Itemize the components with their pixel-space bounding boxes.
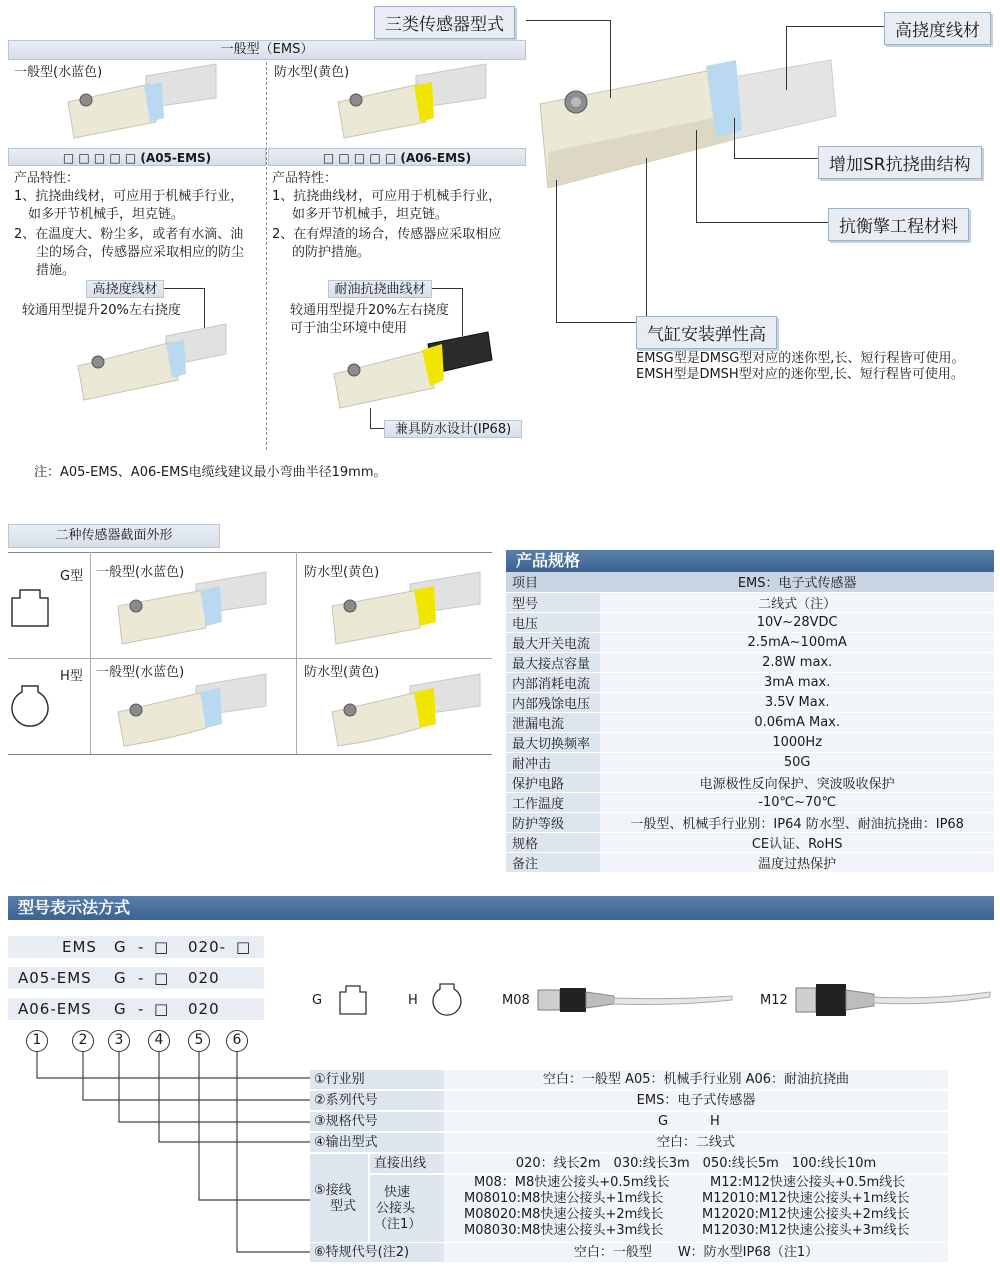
exp-r5a-key: 直接出线 bbox=[370, 1154, 444, 1173]
exp-r2-key: ②系列代号 bbox=[310, 1091, 444, 1110]
callout-leader bbox=[610, 20, 611, 98]
spec-value: 50G bbox=[600, 752, 994, 772]
spec-value: 1000Hz bbox=[600, 732, 994, 752]
g-normal-sensor bbox=[116, 570, 276, 646]
code-circle-1: 1 bbox=[26, 1030, 48, 1052]
spec-key: 耐冲击 bbox=[506, 752, 600, 772]
spec-key: 型号 bbox=[506, 592, 600, 612]
exp-r3-g: G bbox=[658, 1114, 669, 1129]
exp-r5b-key-1: 快速 bbox=[384, 1185, 411, 1200]
shapes-top-border bbox=[8, 552, 492, 553]
oil-flex-desc-1: 较通用型提升20%左右挠度 bbox=[290, 303, 449, 318]
callout-cylinder-mount: 气缸安装弹性高 bbox=[636, 316, 777, 349]
spec-key: 保护电路 bbox=[506, 772, 600, 792]
code-g: G bbox=[114, 1000, 127, 1018]
hero-sensor-image bbox=[536, 54, 846, 194]
left-col-title: 一般型(水蓝色) bbox=[14, 65, 103, 80]
spec-row bbox=[506, 712, 994, 732]
m12-option-1: M12:M12快速公接头+0.5m线长 bbox=[710, 1175, 906, 1190]
code-series: A06-EMS bbox=[18, 1000, 92, 1018]
right-col-title: 防水型(黄色) bbox=[274, 65, 350, 80]
right-feature-2: 如多开节机械手，坦克链。 bbox=[292, 207, 449, 222]
callout-leader bbox=[786, 26, 787, 90]
ip68-tag: 兼具防水设计(IP68) bbox=[384, 420, 522, 438]
h-waterproof-sensor bbox=[330, 672, 490, 748]
left-feature-2: 如多开节机械手，坦克链。 bbox=[28, 207, 185, 222]
code-box: □ bbox=[154, 969, 170, 987]
left-feature-3: 2、在温度大、粉尘多，或者有水滴、油 bbox=[14, 227, 244, 242]
code-len: 020 bbox=[188, 1000, 220, 1018]
callout-leader bbox=[786, 26, 884, 27]
spec-key: 最大开关电流 bbox=[506, 632, 600, 652]
spec-value: CE认证、RoHS bbox=[600, 832, 994, 852]
exp-r6-key: ⑥特规代号(注2) bbox=[310, 1243, 444, 1262]
model-code-header: 型号表示法方式 bbox=[8, 896, 994, 920]
code-circle-2: 2 bbox=[72, 1030, 94, 1052]
exp-r1-key: ①行业别 bbox=[310, 1070, 444, 1089]
callout-high-flex-cable: 高挠度线材 bbox=[884, 12, 991, 45]
g-type-label: G型 bbox=[60, 569, 84, 584]
exp-r5b-key-3: （注1） bbox=[374, 1217, 422, 1232]
ip-leader bbox=[370, 428, 384, 429]
callout-sr-structure: 增加SR抗挠曲结构 bbox=[818, 146, 982, 179]
h-waterproof-label: 防水型(黄色) bbox=[304, 665, 380, 680]
shapes-header: 二种传感器截面外形 bbox=[8, 524, 220, 548]
shapes-col-border bbox=[90, 552, 91, 754]
spec-key: 规格 bbox=[506, 832, 600, 852]
a05-model-bar: □ □ □ □ □ (A05-EMS) bbox=[8, 148, 266, 166]
high-flex-desc: 较通用型提升20%左右挠度 bbox=[22, 303, 181, 318]
h-normal-sensor bbox=[116, 672, 276, 748]
tag-leader bbox=[462, 288, 463, 336]
spec-row bbox=[506, 792, 994, 812]
m08-option-4: M08030:M8快速公接头+3m线长 bbox=[464, 1223, 664, 1238]
code-circle-5: 5 bbox=[188, 1030, 210, 1052]
exp-r2-val: EMS：电子式传感器 bbox=[444, 1091, 948, 1110]
exp-r3-val bbox=[444, 1112, 948, 1131]
spec-value: -10℃~70℃ bbox=[600, 792, 994, 812]
spec-key: 内部消耗电流 bbox=[506, 672, 600, 692]
spec-value: 温度过热保护 bbox=[600, 852, 994, 872]
code-len: 020 bbox=[188, 969, 220, 987]
tag-leader bbox=[164, 288, 204, 289]
legend-g-label: G bbox=[312, 993, 323, 1008]
code-dash: - bbox=[138, 938, 145, 956]
spec-row bbox=[506, 572, 994, 592]
legend-h-icon bbox=[430, 982, 464, 1018]
left-feature-5: 措施。 bbox=[36, 263, 76, 278]
callout-leader bbox=[556, 180, 557, 322]
sensor-image-normal bbox=[66, 62, 226, 142]
legend-m08-label: M08 bbox=[502, 993, 530, 1008]
m12-option-3: M12020:M12快速公接头+2m线长 bbox=[702, 1207, 910, 1222]
spec-value: 二线式（注） bbox=[600, 592, 994, 612]
a06-model-bar: □ □ □ □ □ (A06-EMS) bbox=[268, 148, 526, 166]
exp-r3-key: ③规格代号 bbox=[310, 1112, 444, 1131]
spec-value: 2.5mA~100mA bbox=[600, 632, 994, 652]
spec-key: 项目 bbox=[506, 572, 600, 592]
spec-value: 一般型、机械手行业别：IP64 防水型、耐油抗挠曲：IP68 bbox=[600, 812, 994, 832]
code-g: G bbox=[114, 969, 127, 987]
left-feature-4: 尘的场合，传感器应采取相应的防尘 bbox=[36, 245, 245, 260]
right-feature-1: 1、抗挠曲线材，可应用于机械手行业， bbox=[272, 189, 502, 204]
emsg-note: EMSG型是DMSG型对应的迷你型,长、短行程皆可使用。 bbox=[636, 351, 965, 366]
exp-r4-val: 空白：二线式 bbox=[444, 1133, 948, 1152]
spec-row bbox=[506, 672, 994, 692]
code-dash: - bbox=[138, 969, 145, 987]
spec-key: 备注 bbox=[506, 852, 600, 872]
spec-key: 电压 bbox=[506, 612, 600, 632]
m08-option-2: M08010:M8快速公接头+1m线长 bbox=[464, 1191, 664, 1206]
spec-row bbox=[506, 772, 994, 792]
m12-connector-icon bbox=[794, 982, 994, 1018]
shapes-mid-border bbox=[8, 658, 492, 659]
code-series: A05-EMS bbox=[18, 969, 92, 987]
spec-value: 2.8W max. bbox=[600, 652, 994, 672]
exp-r5a-val: 020：线长2m 030:线长3m 050:线长5m 100:线长10m bbox=[444, 1154, 948, 1173]
ip-leader bbox=[370, 408, 371, 428]
callout-engineering-material: 抗衡擎工程材料 bbox=[828, 208, 969, 241]
cable-note: 注：A05-EMS、A06-EMS电缆线建议最小弯曲半径19mm。 bbox=[34, 465, 387, 480]
exp-r3-h: H bbox=[710, 1114, 720, 1129]
sensor-image-waterproof bbox=[336, 62, 496, 142]
code-box: □ bbox=[154, 1000, 170, 1018]
right-feature-3: 2、在有焊渣的场合，传感器应采取相应 bbox=[272, 227, 502, 242]
g-normal-label: 一般型(水蓝色) bbox=[96, 565, 185, 580]
exp-r6-val: 空白：一般型 W：防水型IP68（注1） bbox=[444, 1243, 948, 1262]
code-circle-4: 4 bbox=[148, 1030, 170, 1052]
spec-row bbox=[506, 632, 994, 652]
code-series: EMS bbox=[62, 938, 97, 956]
sensor-image-high-flex bbox=[76, 322, 246, 402]
specs-header: 产品规格 bbox=[506, 550, 994, 572]
code-dash: - bbox=[138, 1000, 145, 1018]
spec-key: 防护等级 bbox=[506, 812, 600, 832]
legend-h-label: H bbox=[408, 993, 418, 1008]
code-row-ems bbox=[8, 936, 264, 958]
spec-key: 工作温度 bbox=[506, 792, 600, 812]
exp-r1-val: 空白：一般型 A05：机械手行业别 A06：耐油抗挠曲 bbox=[444, 1070, 948, 1089]
spec-key: 内部残馀电压 bbox=[506, 692, 600, 712]
legend-m12-label: M12 bbox=[760, 993, 788, 1008]
left-features-title: 产品特性： bbox=[14, 171, 80, 186]
callout-leader bbox=[696, 222, 828, 223]
callout-leader bbox=[526, 20, 610, 21]
exp-r5-key-2: 型式 bbox=[330, 1199, 357, 1214]
oil-flex-desc-2: 可于油尘环境中使用 bbox=[290, 321, 408, 336]
code-row-a06 bbox=[8, 998, 264, 1020]
spec-row bbox=[506, 852, 994, 872]
code-circle-6: 6 bbox=[226, 1030, 248, 1052]
emsh-note: EMSH型是DMSH型对应的迷你型,长、短行程皆可使用。 bbox=[636, 367, 964, 382]
g-waterproof-label: 防水型(黄色) bbox=[304, 565, 380, 580]
sensor-image-oil-flex bbox=[332, 330, 502, 410]
spec-value: 3mA max. bbox=[600, 672, 994, 692]
spec-row bbox=[506, 612, 994, 632]
right-feature-4: 的防护措施。 bbox=[292, 245, 371, 260]
code-box2: □ bbox=[236, 938, 252, 956]
code-circle-3: 3 bbox=[108, 1030, 130, 1052]
h-type-label: H型 bbox=[60, 669, 83, 684]
right-features-title: 产品特性： bbox=[272, 171, 338, 186]
high-flex-cable-tag: 高挠度线材 bbox=[86, 280, 164, 298]
spec-row bbox=[506, 592, 994, 612]
callout-leader bbox=[734, 158, 818, 159]
m08-connector-icon bbox=[536, 986, 736, 1016]
spec-key: 最大接点容量 bbox=[506, 652, 600, 672]
exp-r5b-key-2: 公接头 bbox=[376, 1201, 416, 1216]
callout-leader bbox=[646, 158, 647, 316]
m12-option-2: M12010:M12快速公接头+1m线长 bbox=[702, 1191, 910, 1206]
code-leader-lines bbox=[0, 1052, 310, 1262]
left-feature-1: 1、抗挠曲线材，可应用于机械手行业， bbox=[14, 189, 244, 204]
spec-row bbox=[506, 832, 994, 852]
callout-leader bbox=[556, 322, 636, 323]
column-divider bbox=[266, 62, 267, 450]
h-profile-icon bbox=[10, 682, 50, 730]
callout-three-sensor-types: 三类传感器型式 bbox=[374, 6, 515, 39]
spec-value: EMS：电子式传感器 bbox=[600, 572, 994, 592]
callout-leader bbox=[696, 130, 697, 222]
spec-row bbox=[506, 752, 994, 772]
shapes-col-border bbox=[296, 552, 297, 754]
spec-value: 3.5V Max. bbox=[600, 692, 994, 712]
spec-key: 最大切换频率 bbox=[506, 732, 600, 752]
code-g: G bbox=[114, 938, 127, 956]
code-row-a05 bbox=[8, 967, 264, 989]
exp-r4-key: ④输出型式 bbox=[310, 1133, 444, 1152]
g-profile-icon bbox=[10, 586, 50, 630]
spec-row bbox=[506, 652, 994, 672]
m08-option-1: M08：M8快速公接头+0.5m线长 bbox=[474, 1175, 670, 1190]
spec-key: 泄漏电流 bbox=[506, 712, 600, 732]
h-normal-label: 一般型(水蓝色) bbox=[96, 665, 185, 680]
g-waterproof-sensor bbox=[330, 570, 490, 646]
code-box: □ bbox=[154, 938, 170, 956]
spec-row bbox=[506, 692, 994, 712]
spec-row bbox=[506, 812, 994, 832]
callout-leader bbox=[734, 118, 735, 158]
ems-header-bar: 一般型（EMS） bbox=[8, 40, 526, 60]
specs-table bbox=[506, 572, 994, 873]
code-len: 020- bbox=[188, 938, 227, 956]
spec-row bbox=[506, 732, 994, 752]
spec-value: 10V~28VDC bbox=[600, 612, 994, 632]
legend-g-icon bbox=[338, 984, 368, 1016]
oil-flex-cable-tag: 耐油抗挠曲线材 bbox=[328, 280, 432, 298]
exp-r5-key-1: ⑤接线 bbox=[314, 1183, 352, 1198]
m08-option-3: M08020:M8快速公接头+2m线长 bbox=[464, 1207, 664, 1222]
spec-value: 电源极性反向保护、突波吸收保护 bbox=[600, 772, 994, 792]
shapes-bottom-border bbox=[8, 754, 492, 755]
spec-value: 0.06mA Max. bbox=[600, 712, 994, 732]
m12-option-4: M12030:M12快速公接头+3m线长 bbox=[702, 1223, 910, 1238]
tag-leader bbox=[432, 288, 462, 289]
